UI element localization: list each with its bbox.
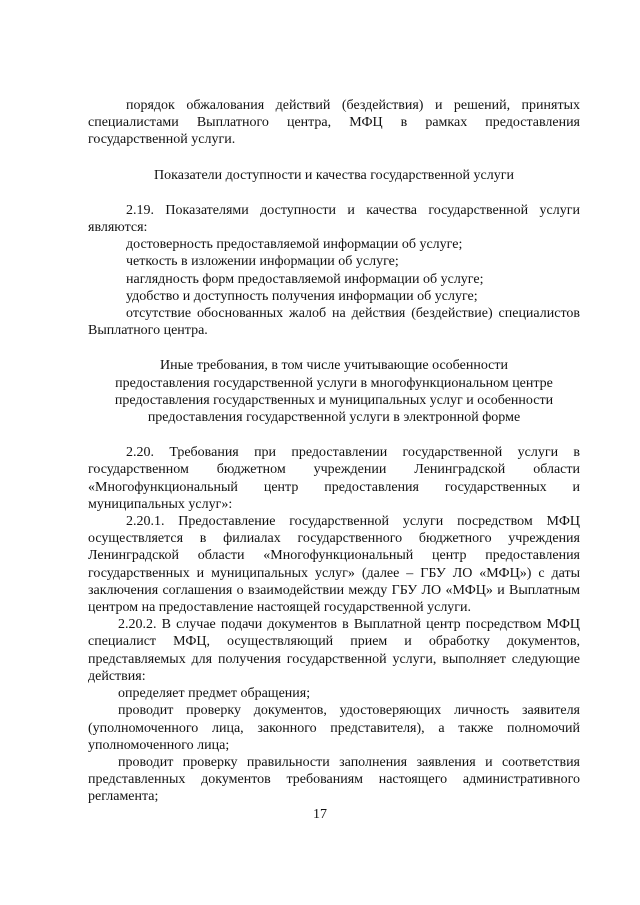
document-page: [88, 97, 580, 806]
quality-item: удобство и доступность получения информации об услуге;: [126, 288, 478, 304]
quality-item: достоверность предоставляемой информации об услуге;: [126, 237, 463, 253]
page-number: 17: [313, 807, 327, 822]
quality-item: наглядность форм предоставляемой информации об услуге;: [126, 271, 484, 287]
paragraph-2-20: 2.20. Требования при предоставлении государственной услуги в государственном бюджетном учреждении Ленинградской области «Многофункциональный центр предоставления государственных и муниципальных услуг»:: [88, 445, 580, 512]
heading-other-line: Иные требования, в том числе учитывающие особенности: [159, 358, 508, 374]
quality-item: отсутствие обоснованных жалоб на действия (бездействие) специалистов Выплатного центра.: [88, 306, 580, 339]
heading-quality: Показатели доступности и качества государственной услуги: [154, 167, 514, 183]
intro-paragraph: порядок обжалования действий (бездействия) и решений, принятых специалистами Выплатного центра, МФЦ в рамках предоставления государственной услуги.: [88, 98, 580, 148]
quality-item: четкость в изложении информации об услуге;: [126, 254, 399, 270]
paragraph-2-20-1: 2.20.1. Предоставление государственной услуги посредством МФЦ осуществляется в филиалах государственного бюджетного учреждения Ленинградской области «Многофункциональный центр предоставления государственных и муниципальных услуг» (далее – ГБУ ЛО «МФЦ») с даты заключения соглашения о взаимодействии между ГБУ ЛО «МФЦ» и Выплатным центром на предоставление настоящей государственной услуги.: [88, 514, 580, 616]
heading-other-line: предоставления государственной услуги в многофункциональном центре: [115, 375, 553, 391]
action-item: определяет предмет обращения;: [118, 686, 311, 702]
paragraph-2-20-2: 2.20.2. В случае подачи документов в Выплатной центр посредством МФЦ специалист МФЦ, осуществляющий прием и обработку документов, представляемых для получения государственной услуги, выполняет следующие действия:: [88, 617, 580, 684]
heading-other-line: предоставления государственной услуги в электронной форме: [147, 410, 521, 426]
action-item: проводит проверку правильности заполнения заявления и соответствия представленных документов требованиям настоящего административного регламента;: [88, 754, 580, 805]
heading-other-line: предоставления государственных и муниципальных услуг и особенности: [114, 392, 554, 408]
action-item: проводит проверку документов, удостоверяющих личность заявителя (уполномоченного лица, законного представителя), а также полномочий уполномоченного лица;: [88, 703, 580, 753]
paragraph-2-19: 2.19. Показателями доступности и качества государственной услуги являются:: [88, 202, 580, 236]
